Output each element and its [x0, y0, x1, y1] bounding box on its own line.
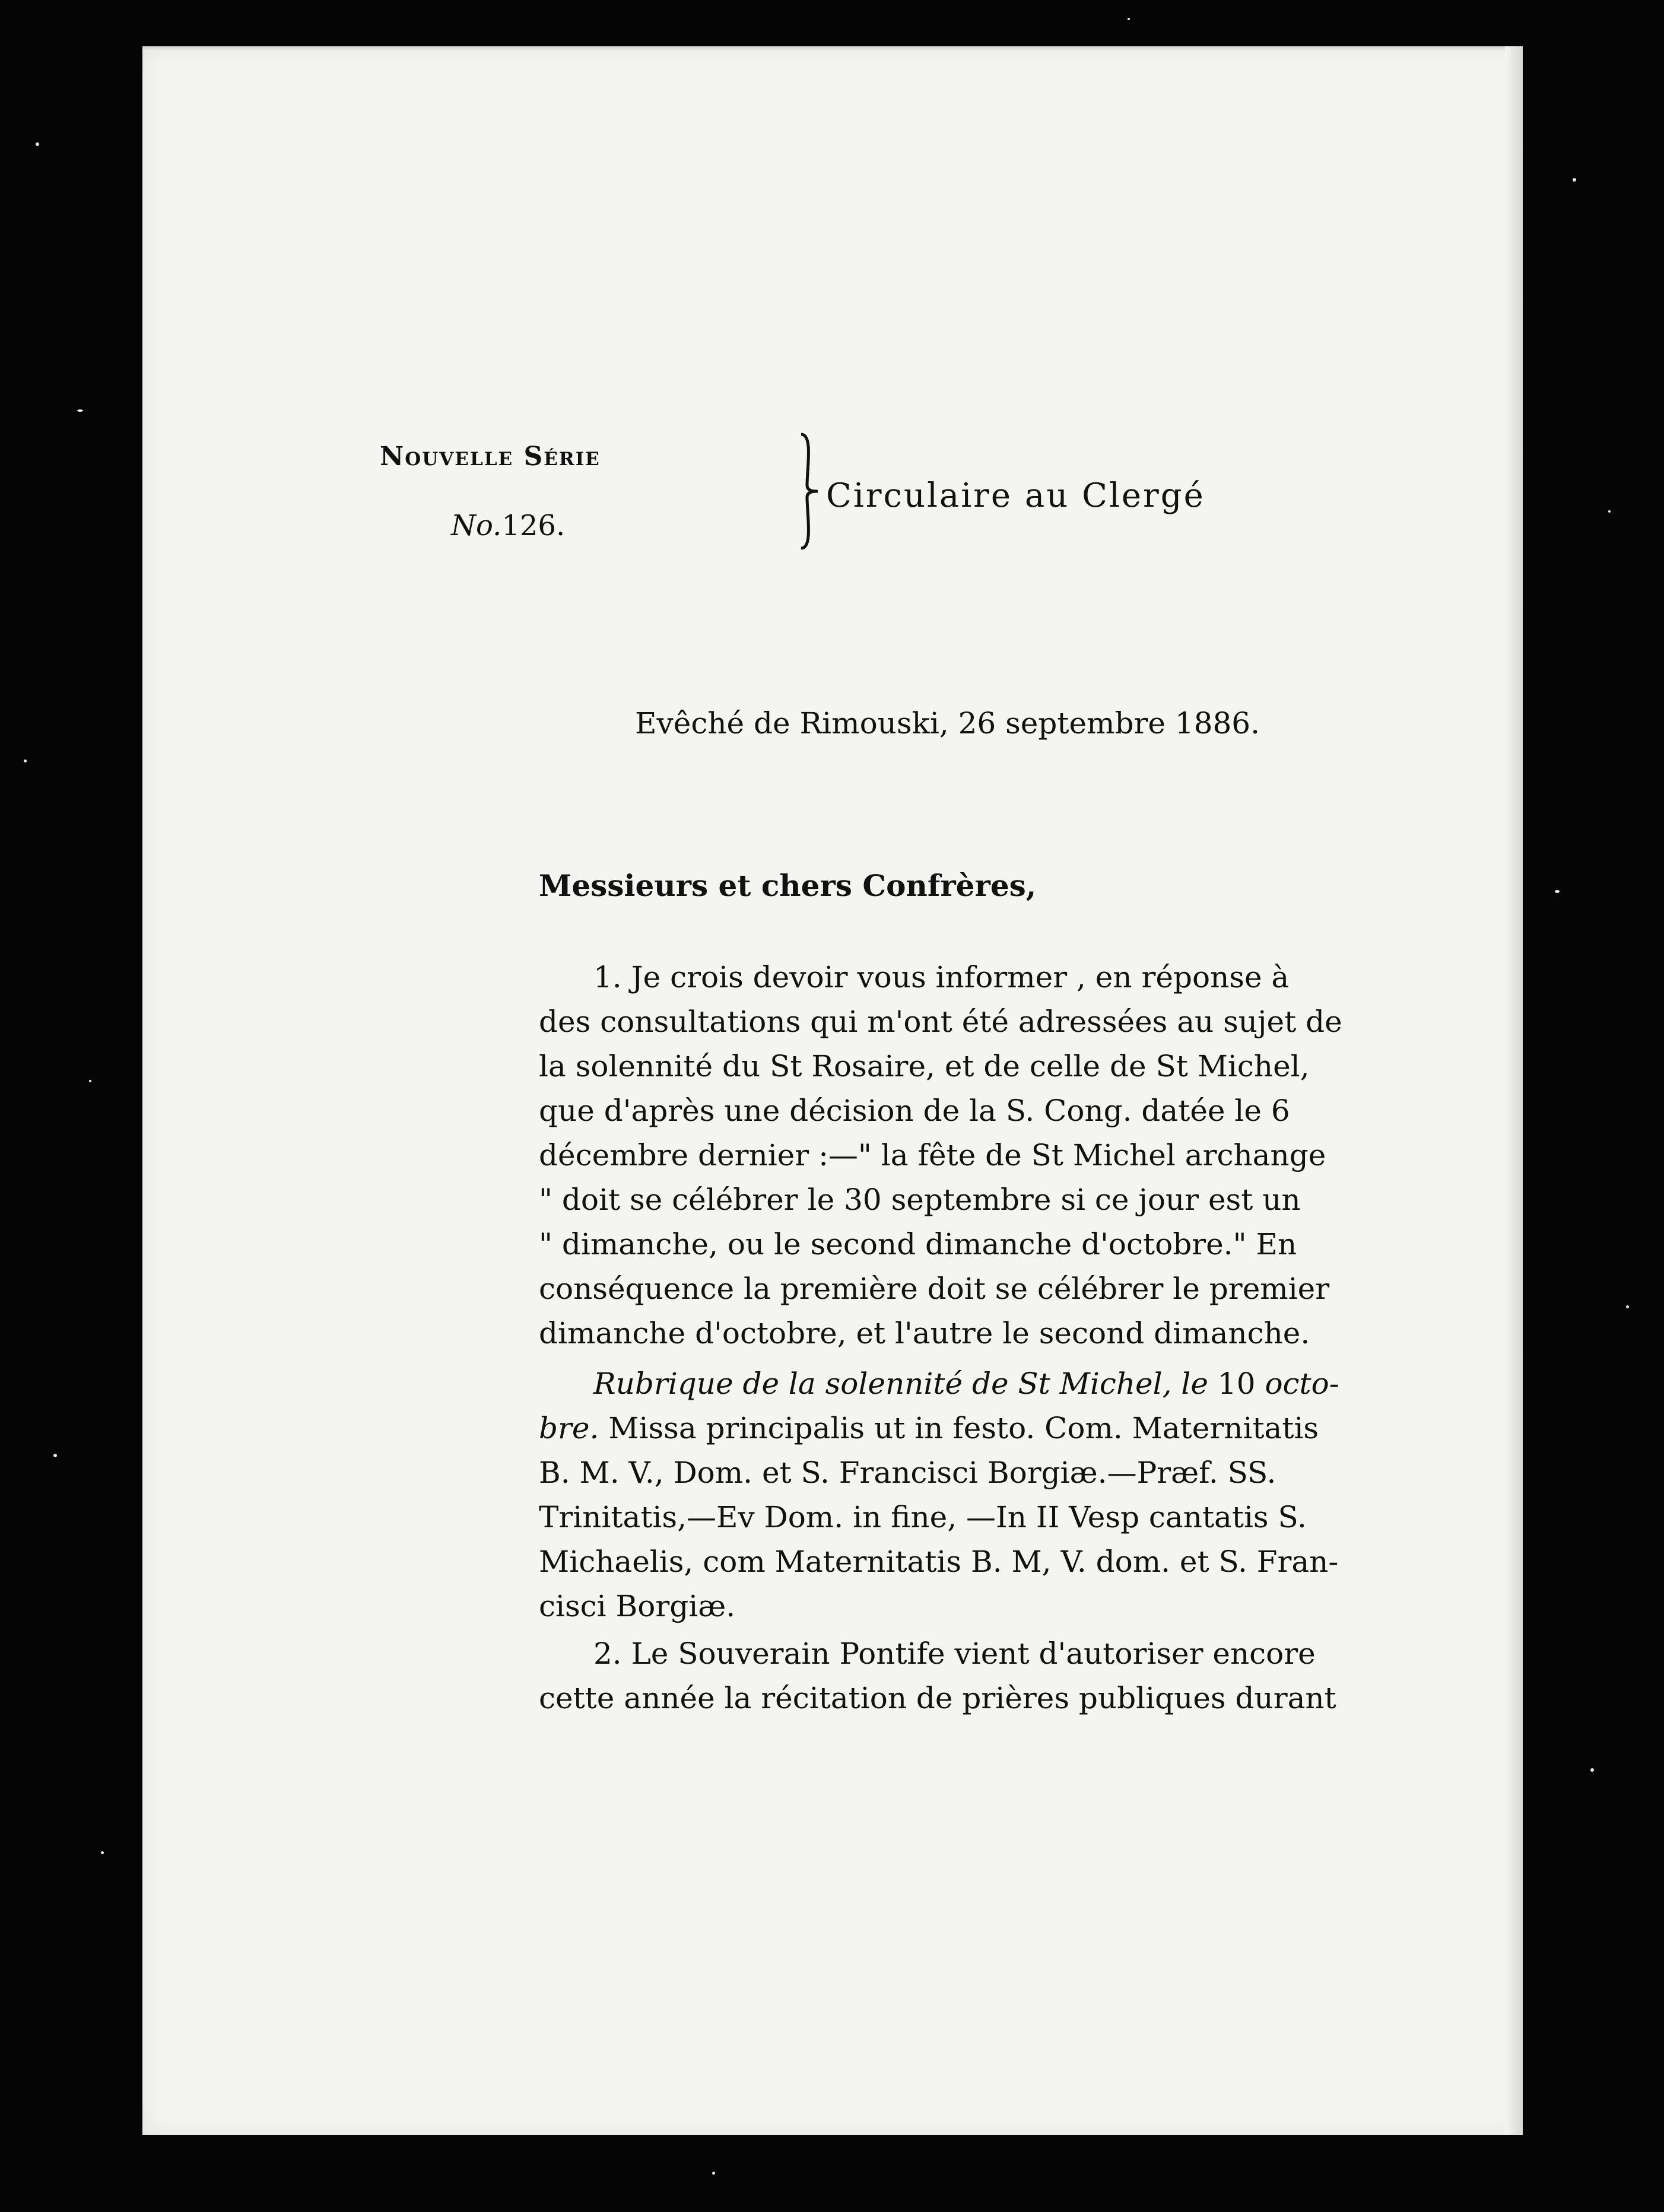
rubric-heading-cont: octo-	[1265, 1366, 1339, 1401]
dust-speck	[712, 2172, 715, 2175]
body-line: cette année la récitation de prières publiques durant	[539, 1681, 1336, 1715]
dust-speck	[1573, 178, 1576, 182]
body-line: dimanche d'octobre, et l'autre le second dimanche.	[539, 1316, 1310, 1350]
body-line: décembre dernier :—" la fête de St Michel archange	[539, 1138, 1326, 1172]
body-line: 2. Le Souverain Pontife vient d'autoriser encore	[593, 1636, 1316, 1671]
dust-speck	[1590, 1768, 1594, 1772]
dust-speck	[36, 142, 39, 146]
brace-icon	[789, 432, 825, 551]
dateline: Evêché de Rimouski, 26 septembre 1886.	[635, 706, 1260, 740]
page-edge	[142, 46, 1523, 52]
dust-speck	[1555, 890, 1560, 893]
body-line: la solennité du St Rosaire, et de celle de St Michel,	[539, 1049, 1310, 1083]
rubric-date: 10	[1217, 1366, 1256, 1401]
body-line: 1. Je crois devoir vous informer , en réponse à	[593, 960, 1290, 994]
dust-speck	[1128, 18, 1130, 20]
dust-speck	[24, 759, 27, 762]
dust-speck	[89, 1080, 91, 1082]
rubric-line: B. M. V., Dom. et S. Francisci Borgiæ.—Præf. SS.	[539, 1455, 1276, 1490]
rubric-text: Missa principalis ut in festo. Com. Maternitatis	[608, 1411, 1319, 1445]
document-page	[142, 46, 1523, 2135]
dust-speck	[1608, 510, 1611, 513]
salutation: Messieurs et chers Confrères,	[539, 868, 1037, 903]
circular-title: Circulaire au Clergé	[826, 476, 1205, 515]
rubric-line: Trinitatis,—Ev Dom. in fine, —In II Vesp cantatis S.	[539, 1500, 1307, 1534]
series-number	[451, 509, 565, 542]
rubric-heading-end: bre.	[539, 1411, 599, 1445]
rubric-heading: Rubrique de la solennité de St Michel, le	[593, 1366, 1209, 1401]
series-number-value: 126.	[501, 509, 566, 542]
series-block	[380, 396, 659, 557]
series-label: Nouvelle Série	[380, 441, 601, 472]
body-line: des consultations qui m'ont été adressées au sujet de	[539, 1005, 1342, 1039]
rubric-line	[539, 1411, 1319, 1445]
dust-speck	[77, 409, 83, 412]
dust-speck	[1626, 1305, 1629, 1308]
dust-speck	[101, 1851, 104, 1854]
series-number-prefix: No.	[451, 509, 502, 542]
circular-header	[380, 396, 1306, 562]
page-edge	[1505, 46, 1523, 2135]
body-line: conséquence la première doit se célébrer le premier	[539, 1272, 1330, 1306]
rubric-line: cisci Borgiæ.	[539, 1589, 736, 1623]
rubric-line: Michaelis, com Maternitatis B. M, V. dom. et S. Fran-	[539, 1544, 1339, 1579]
rubric-line	[593, 1366, 1339, 1401]
body-line: " doit se célébrer le 30 septembre si ce jour est un	[539, 1183, 1301, 1217]
dust-speck	[53, 1454, 57, 1457]
body-line: que d'après une décision de la S. Cong. datée le 6	[539, 1094, 1290, 1128]
body-line: " dimanche, ou le second dimanche d'octobre." En	[539, 1227, 1297, 1261]
